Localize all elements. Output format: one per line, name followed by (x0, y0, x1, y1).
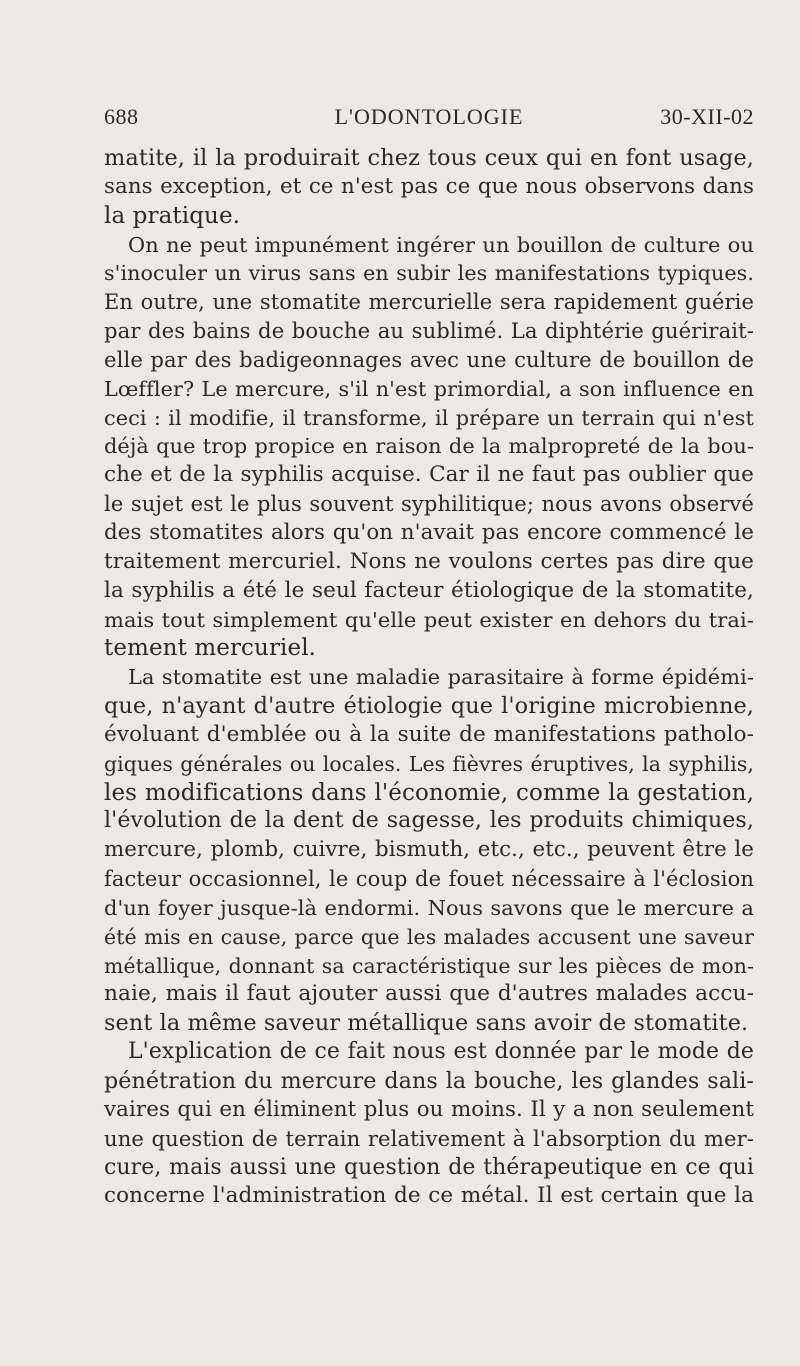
text-line: traitement mercuriel. Nons ne voulons certes pas dire que (104, 548, 754, 574)
text-line: naie, mais il faut ajouter aussi que d'autres malades accu- (104, 981, 754, 1007)
text-line: cure, mais aussi une question de thérapeutique en ce qui (104, 1154, 754, 1180)
text-line: sent la même saveur métallique sans avoir de stomatite. (104, 1010, 749, 1037)
text-line: mais tout simplement qu'elle peut exister en dehors du trai- (104, 607, 754, 632)
text-line: matite, il la produirait chez tous ceux qui en font usage, (104, 145, 754, 171)
text-line: ceci : il modifie, il transforme, il prépare un terrain qui n'est (104, 405, 754, 430)
text-line: métallique, donnant sa caractéristique sur les pièces de mon- (104, 953, 754, 978)
text-line: été mis en cause, parce que les malades accusent une saveur (104, 924, 754, 949)
text-line: s'inoculer un virus sans en subir les manifestations typiques. (104, 261, 754, 286)
text-line: la pratique. (104, 202, 241, 229)
body-text (104, 144, 754, 1211)
page-number: 688 (104, 104, 139, 129)
text-line: une question de terrain relativement à l'absorption du mer- (104, 1125, 754, 1151)
text-line: che et de la syphilis acquise. Car il ne faut pas oublier que (104, 462, 754, 488)
text-line: Lœffler? Le mercure, s'il n'est primordial, a son influence en (104, 376, 754, 401)
text-line: d'un foyer jusque-là endormi. Nous savons que le mercure a (104, 895, 754, 920)
text-line: par des bains de bouche au sublimé. La diphtérie guérirait- (104, 318, 754, 344)
text-line: concerne l'administration de ce métal. Il est certain que la (104, 1183, 754, 1209)
text-line: On ne peut impunément ingérer un bouillon de culture ou (128, 232, 754, 257)
text-line: En outre, une stomatite mercurielle sera rapidement guérie (104, 290, 754, 315)
text-line: tement mercuriel. (104, 635, 317, 662)
text-line: vaires qui en éliminent plus ou moins. Il y a non seulement (104, 1096, 754, 1122)
text-line: pénétration du mercure dans la bouche, les glandes sali- (104, 1068, 754, 1094)
text-line: l'évolution de la dent de sagesse, les produits chimiques, (104, 808, 754, 834)
text-line: mercure, plomb, cuivre, bismuth, etc., etc., peuvent être le (104, 837, 754, 863)
text-line: des stomatites alors qu'on n'avait pas encore commencé le (104, 519, 754, 545)
text-line: déjà que trop propice en raison de la malpropreté de la bou- (104, 434, 754, 459)
issue-date: 30-XII-02 (660, 104, 754, 129)
text-line: La stomatite est une maladie parasitaire à forme épidémi- (128, 665, 754, 690)
text-line: que, n'ayant d'autre étiologie que l'origine microbienne, (104, 693, 754, 720)
running-header (104, 104, 754, 136)
text-line: sans exception, et ce n'est pas ce que nous observons dans (104, 173, 754, 199)
text-line: la syphilis a été le seul facteur étiologique de la stomatite, (104, 577, 754, 603)
text-line: elle par des badigeonnages avec une culture de bouillon de (104, 346, 754, 372)
journal-title: L'ODONTOLOGIE (334, 104, 524, 129)
text-line: L'explication de ce fait nous est donnée par le mode de (128, 1039, 754, 1065)
text-line: giques générales ou locales. Les fièvres éruptives, la syphilis, (104, 751, 754, 776)
text-line: évoluant d'emblée ou à la suite de manifestations patholo- (104, 721, 754, 747)
text-line: les modifications dans l'économie, comme la gestation, (104, 779, 754, 806)
text-line: facteur occasionnel, le coup de fouet nécessaire à l'éclosion (104, 867, 754, 892)
text-line: le sujet est le plus souvent syphilitique; nous avons observé (104, 491, 754, 517)
